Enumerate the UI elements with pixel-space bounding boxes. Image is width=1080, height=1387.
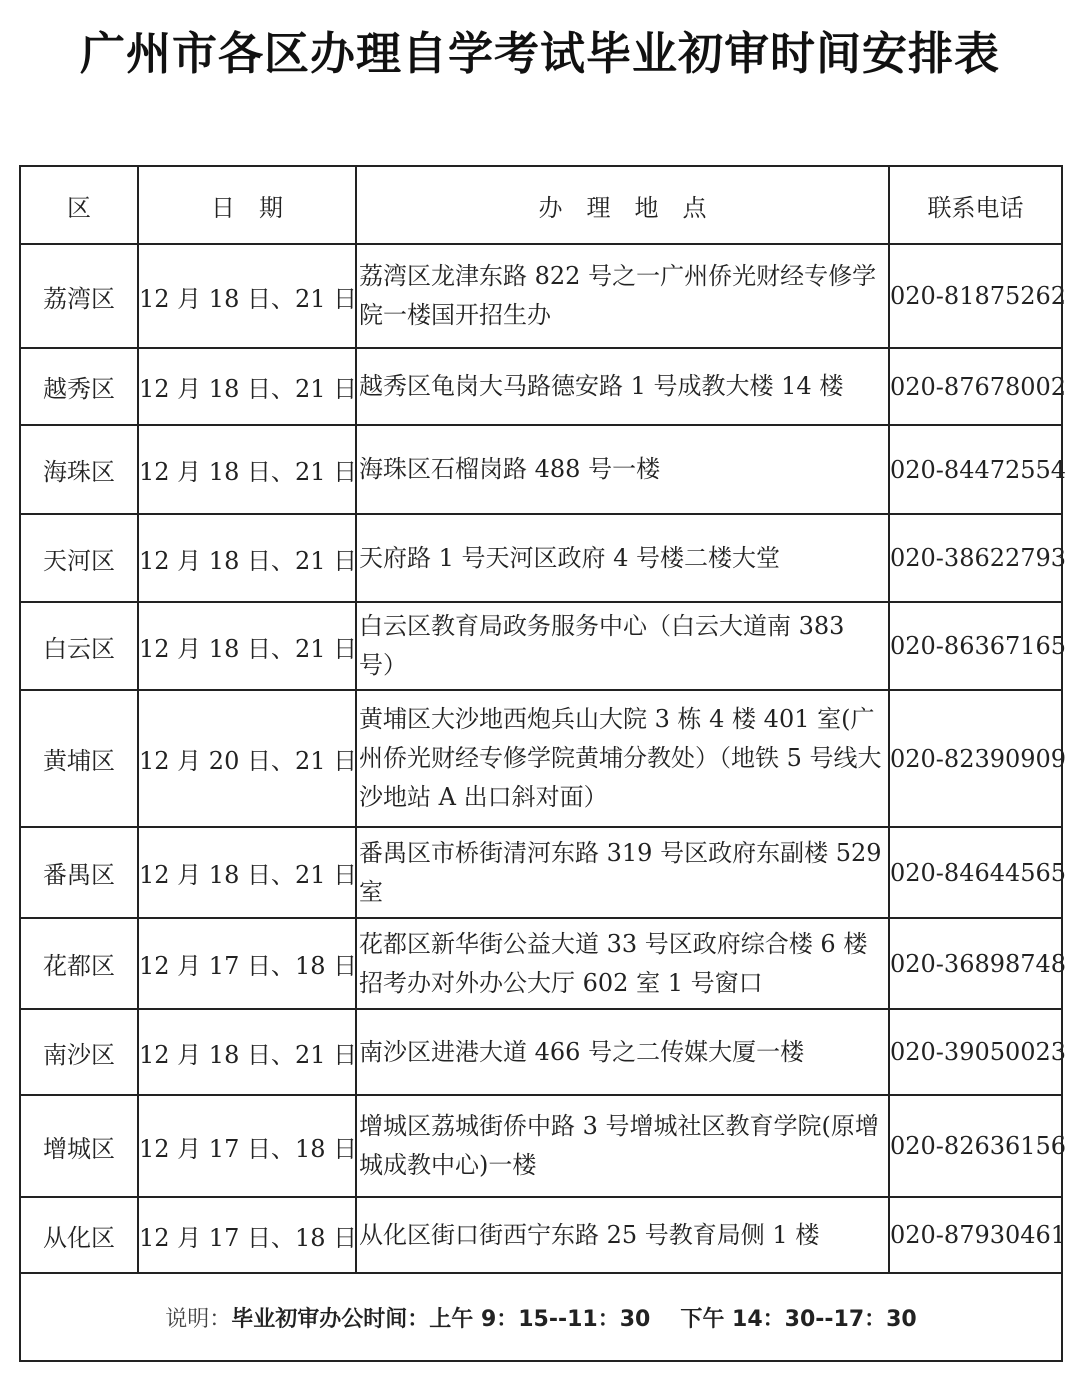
phone-cell: 020-86367165 bbox=[889, 602, 1062, 690]
date-cell: 12 月 18 日、21 日 bbox=[138, 827, 356, 918]
district-cell: 天河区 bbox=[20, 514, 138, 602]
district-cell: 越秀区 bbox=[20, 348, 138, 425]
header-date: 日 期 bbox=[138, 166, 356, 244]
date-cell: 12 月 18 日、21 日 bbox=[138, 1009, 356, 1095]
district-cell: 花都区 bbox=[20, 918, 138, 1009]
date-cell: 12 月 18 日、21 日 bbox=[138, 514, 356, 602]
table-row bbox=[20, 348, 1062, 425]
table-row bbox=[20, 1009, 1062, 1095]
location-cell: 番禺区市桥街清河东路 319 号区政府东副楼 529 室 bbox=[356, 827, 889, 918]
header-location: 办 理 地 点 bbox=[356, 166, 889, 244]
district-cell: 增城区 bbox=[20, 1095, 138, 1197]
district-cell: 海珠区 bbox=[20, 425, 138, 514]
location-cell: 越秀区龟岗大马路德安路 1 号成教大楼 14 楼 bbox=[356, 348, 889, 425]
table-row bbox=[20, 602, 1062, 690]
location-cell: 黄埔区大沙地西炮兵山大院 3 栋 4 楼 401 室(广州侨光财经专修学院黄埔分教处）（地铁 5 号线大沙地站 A 出口斜对面） bbox=[356, 690, 889, 827]
table-row bbox=[20, 425, 1062, 514]
district-cell: 黄埔区 bbox=[20, 690, 138, 827]
phone-cell: 020-39050023 bbox=[889, 1009, 1062, 1095]
district-cell: 从化区 bbox=[20, 1197, 138, 1273]
phone-cell: 020-87678002 bbox=[889, 348, 1062, 425]
office-hours-label: 毕业初审办公时间： bbox=[231, 1306, 430, 1332]
header-phone: 联系电话 bbox=[889, 166, 1062, 244]
footer-row bbox=[20, 1273, 1062, 1361]
table-row bbox=[20, 1095, 1062, 1197]
date-cell: 12 月 18 日、21 日 bbox=[138, 348, 356, 425]
table-header-row bbox=[20, 166, 1062, 244]
afternoon-hours: 下午 14：30--17：30 bbox=[680, 1306, 917, 1332]
footer-note-label: 说明： bbox=[165, 1306, 232, 1332]
date-cell: 12 月 17 日、18 日 bbox=[138, 918, 356, 1009]
date-cell: 12 月 17 日、18 日 bbox=[138, 1095, 356, 1197]
phone-cell: 020-87930461 bbox=[889, 1197, 1062, 1273]
district-cell: 番禺区 bbox=[20, 827, 138, 918]
phone-cell: 020-84644565 bbox=[889, 827, 1062, 918]
phone-cell: 020-82390909 bbox=[889, 690, 1062, 827]
district-cell: 荔湾区 bbox=[20, 244, 138, 348]
date-cell: 12 月 18 日、21 日 bbox=[138, 425, 356, 514]
location-cell: 从化区街口街西宁东路 25 号教育局侧 1 楼 bbox=[356, 1197, 889, 1273]
date-cell: 12 月 18 日、21 日 bbox=[138, 244, 356, 348]
location-cell: 增城区荔城街侨中路 3 号增城社区教育学院(原增城成教中心)一楼 bbox=[356, 1095, 889, 1197]
phone-cell: 020-38622793 bbox=[889, 514, 1062, 602]
location-cell: 荔湾区龙津东路 822 号之一广州侨光财经专修学院一楼国开招生办 bbox=[356, 244, 889, 348]
phone-cell: 020-36898748 bbox=[889, 918, 1062, 1009]
table-row bbox=[20, 690, 1062, 827]
location-cell: 花都区新华街公益大道 33 号区政府综合楼 6 楼招考办对外办公大厅 602 室 1 号窗口 bbox=[356, 918, 889, 1009]
page-title: 广州市各区办理自学考试毕业初审时间安排表 bbox=[79, 27, 1000, 80]
morning-hours: 上午 9：15--11：30 bbox=[429, 1306, 651, 1332]
date-cell: 12 月 20 日、21 日 bbox=[138, 690, 356, 827]
phone-cell: 020-81875262 bbox=[889, 244, 1062, 348]
table-row bbox=[20, 514, 1062, 602]
location-cell: 南沙区进港大道 466 号之二传媒大厦一楼 bbox=[356, 1009, 889, 1095]
district-cell: 白云区 bbox=[20, 602, 138, 690]
phone-cell: 020-84472554 bbox=[889, 425, 1062, 514]
date-cell: 12 月 18 日、21 日 bbox=[138, 602, 356, 690]
district-cell: 南沙区 bbox=[20, 1009, 138, 1095]
table-row bbox=[20, 244, 1062, 348]
date-cell: 12 月 17 日、18 日 bbox=[138, 1197, 356, 1273]
table-row bbox=[20, 918, 1062, 1009]
footer-cell bbox=[20, 1273, 1062, 1361]
location-cell: 白云区教育局政务服务中心（白云大道南 383 号） bbox=[356, 602, 889, 690]
location-cell: 海珠区石榴岗路 488 号一楼 bbox=[356, 425, 889, 514]
header-district: 区 bbox=[20, 166, 138, 244]
location-cell: 天府路 1 号天河区政府 4 号楼二楼大堂 bbox=[356, 514, 889, 602]
schedule-table bbox=[19, 165, 1067, 1362]
table-row bbox=[20, 827, 1062, 918]
table-row bbox=[20, 1197, 1062, 1273]
phone-cell: 020-82636156 bbox=[889, 1095, 1062, 1197]
